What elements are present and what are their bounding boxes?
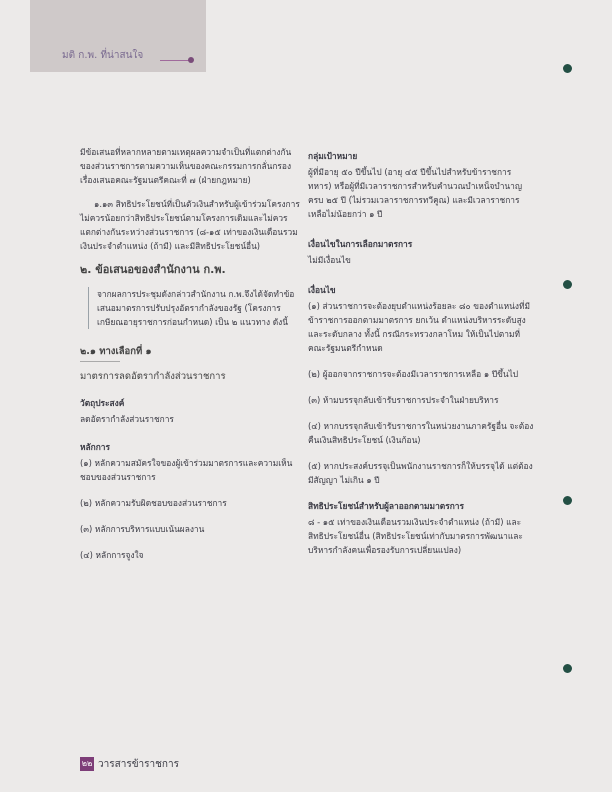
condition-item: (๑) ส่วนราชการจะต้องยุบตำแหน่งร้อยละ ๘๐ ของตำแหน่งที่มีข้าราชการออกตามมาตรการ ยกเว้น ตำแหน่งบริหารระดับสูง และระดับกลาง ทั้งนี้ กรณีกระทรวงกลาโหม ให้เป็นไปตามที่คณะรัฐมนตรีกำหนด (308, 301, 530, 353)
publication-title: วารสารข้าราชการ (98, 759, 179, 770)
option-rule (80, 361, 120, 362)
condition-item: (๓) ห้ามบรรจุกลับเข้ารับราชการประจำในฝ่ายบริหาร (308, 395, 499, 405)
condition-item: (๒) ผู้ออกจากราชการจะต้องมีเวลาราชการเหลือ ๑ ปีขึ้นไป (308, 369, 519, 379)
target-label: กลุ่มเป้าหมาย (308, 151, 358, 161)
condition-item: (๕) หากประสงค์บรรจุเป็นพนักงานราชการก็ให้บรรจุได้ แต่ต้องมีสัญญา ไม่เกิน ๑ ปี (308, 461, 533, 485)
option-title: มาตรการลดอัตรากำลังส่วนราชการ (80, 371, 226, 382)
section-2-box (88, 287, 302, 329)
objective-text: ลดอัตรากำลังส่วนราชการ (80, 414, 174, 424)
target-text: ผู้ที่มีอายุ ๕๐ ปีขึ้นไป (อายุ ๔๕ ปีขึ้นไปสำหรับข้าราชการทหาร) หรือผู้ที่มีเวลาราชการสำหรับคำนวณบำเหน็จบำนาญครบ ๒๕ ปี (ไม่รวมเวลาราชการทวีคูณ) และมีเวลาราชการเหลือไม่น้อยกว่า ๑ ปี (308, 167, 522, 219)
conditions-label: เงื่อนไข (308, 285, 336, 295)
binder-hole-icon (563, 280, 572, 289)
header-rule (160, 60, 190, 61)
section-2-heading: ๒. ข้อเสนอของสำนักงาน ก.พ. (80, 263, 226, 276)
benefits-text: ๘ - ๑๕ เท่าของเงินเดือนรวมเงินประจำตำแหน่ง (ถ้ามี) และสิทธิประโยชน์อื่น (สิทธิประโยชน์เท่ากับมาตรการพัฒนาและบริหารกำลังคนเพื่อรองรับการเปลี่ยนแปลง) (308, 517, 523, 555)
left-column (80, 145, 302, 574)
binder-hole-icon (563, 64, 572, 73)
objective-label: วัตถุประสงค์ (80, 398, 125, 408)
benefits-label: สิทธิประโยชน์สำหรับผู้ลาออกตามมาตรการ (308, 501, 464, 511)
paragraph-1-13: ๑.๑๓ สิทธิประโยชน์ที่เป็นตัวเงินสำหรับผู้เข้าร่วมโครงการ ไม่ควรน้อยกว่าสิทธิประโยชน์ตามโครงการเดิมและไม่ควรแตกต่างกันระหว่างส่วนราชการ (๘-๑๕ เท่าของเงินเดือนรวมเงินประจำตำแหน่ง (ถ้ามี) และมีสิทธิประโยชน์อื่น) (80, 199, 300, 251)
principle-item: (๓) หลักการบริหารแบบเน้นผลงาน (80, 524, 205, 534)
option-heading: ๒.๑ ทางเลือกที่ ๑ (80, 346, 152, 357)
principles-label: หลักการ (80, 442, 110, 452)
section-title: มติ ก.พ. ที่น่าสนใจ (62, 50, 144, 61)
rule-dot (188, 57, 194, 63)
binder-hole-icon (563, 496, 572, 505)
principle-item: (๑) หลักความสมัครใจของผู้เข้าร่วมมาตรการและความเห็นชอบของส่วนราชการ (80, 458, 293, 482)
section-2-body: จากผลการประชุมดังกล่าวสำนักงาน ก.พ.จึงได้จัดทำข้อเสนอมาตรการปรับปรุงอัตรากำลังของรัฐ (โครงการเกษียณอายุราชการก่อนกำหนด) เป็น ๒ แนวทาง ดังนี้ (97, 289, 295, 327)
criteria-text: ไม่มีเงื่อนไข (308, 255, 351, 265)
principle-item: (๔) หลักการจูงใจ (80, 550, 144, 560)
page-number: ๒๒ (80, 757, 94, 771)
binder-hole-icon (563, 664, 572, 673)
principle-item: (๒) หลักความรับผิดชอบของส่วนราชการ (80, 498, 227, 508)
criteria-label: เงื่อนไขในการเลือกมาตรการ (308, 239, 413, 249)
right-column (308, 145, 534, 567)
intro-paragraph: มีข้อเสนอที่หลากหลายตามเหตุผลความจำเป็นที่แตกต่างกันของส่วนราชการตามความเห็นของคณะกรรมการกลั่นกรองเรื่องเสนอคณะรัฐมนตรีคณะที่ ๗ (ฝ่ายกฎหมาย) (80, 147, 292, 185)
condition-item: (๔) หากบรรจุกลับเข้ารับราชการในหน่วยงานภาครัฐอื่น จะต้องคืนเงินสิทธิประโยชน์ (เงินก้อน) (308, 421, 534, 445)
